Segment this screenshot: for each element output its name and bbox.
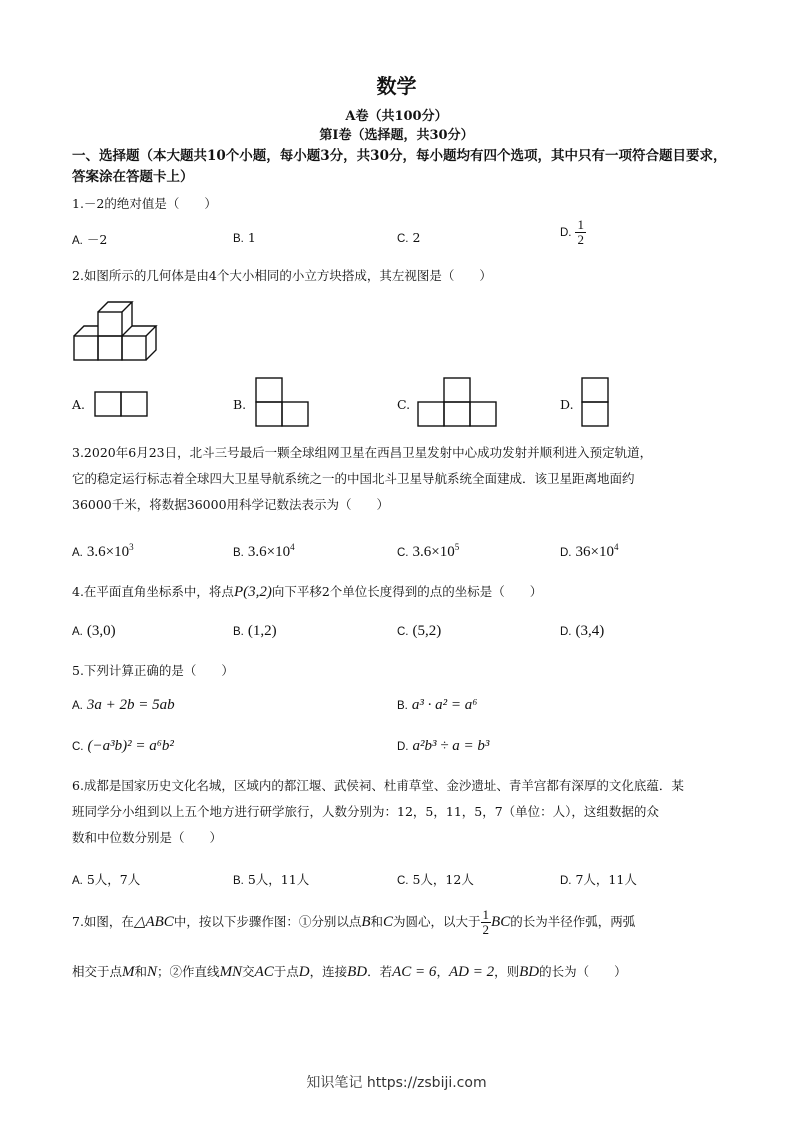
option-math: a²b³ ÷ a = b³ [412,738,490,754]
q1-option-d[interactable] [560,218,586,247]
question-3-stem [72,440,730,518]
option-label: A. [72,235,83,247]
section-heading: 一、选择题（本大题共10个小题，每小题3分，共30分，每小题均有四个选项，其中只有一项符合题目要求，答案涂在答题卡上） [72,148,727,185]
option-label: D. [560,626,572,638]
stem-line: 它的稳定运行标志着全球四大卫星导航系统之一的中国北斗卫星导航系统全面建成．该卫星距离地面约 [72,471,635,486]
cube-solid-figure [70,298,162,364]
paper-section-a: A卷（共100分） [345,109,448,124]
option-label: A. [72,875,83,887]
option-label: A. [72,547,83,559]
question-1-stem: 1.－2的绝对值是（ ） [72,196,217,211]
fraction: $\frac{1}{2}$ [577,217,584,247]
stem-line: 36000千米，将数据36000用科学记数法表示为（ ） [72,497,390,512]
q5-option-c[interactable] [72,738,174,755]
option-math: $3.6\times 10^5$ [412,542,460,560]
q2-option-b-view [254,376,310,428]
option-math: (3,4) [575,623,605,639]
option-text: 5人，7人 [86,872,141,887]
option-math: 3a + 2b = 5ab [86,697,175,713]
option-label: C. [397,626,409,638]
option-math: (−a³b)² = a⁶b² [87,738,174,754]
q4-option-d[interactable] [560,623,604,640]
q2-option-d-label[interactable]: D. [560,397,574,412]
q2-option-a-label[interactable]: A. [72,397,86,412]
option-math: a³ · a² = a⁶ [411,697,478,713]
q2-option-a-view [93,390,149,418]
stem-line: 6.成都是国家历史文化名城，区域内的都江堰、武侯祠、杜甫草堂、金沙遗址、青羊宫都有深厚的文化底蕴．某 [72,778,684,793]
option-label: B. [233,233,244,245]
option-label: B. [233,626,244,638]
option-label: B. [233,875,244,887]
q3-option-c[interactable] [397,542,459,561]
q4-option-b[interactable] [233,623,277,640]
option-math: (5,2) [412,623,442,639]
footer-watermark: 知识笔记 https://zsbiji.com [306,1075,487,1091]
stem-line: 3.2020年6月23日，北斗三号最后一颗全球组网卫星在西昌卫星发射中心成功发射并顺利进入预定轨道， [72,445,653,460]
stem-line: 数和中位数分别是（ ） [72,830,223,845]
question-6-stem [72,773,730,851]
option-text: 1 [247,230,256,245]
fraction: $\frac{1}{2}$ [482,907,490,937]
paper-part-one: 第Ⅰ卷（选择题，共30分） [319,128,474,143]
q6-option-d[interactable] [560,870,637,888]
q3-option-a[interactable] [72,542,134,561]
question-5-stem: 5.下列计算正确的是（ ） [72,663,234,678]
q5-option-d[interactable] [397,738,489,755]
q1-option-b[interactable] [233,230,256,245]
option-math: $36\times 10^4$ [575,542,619,560]
option-label: A. [72,626,83,638]
option-text: 7人，11人 [575,872,637,887]
option-math: (1,2) [247,623,277,639]
option-text: 5人，12人 [412,872,474,887]
q6-option-b[interactable] [233,870,309,888]
option-label: B. [397,700,408,712]
option-label: D. [560,875,572,887]
q1-option-a[interactable] [72,230,107,248]
question-2-stem: 2.如图所示的几何体是由4个大小相同的小立方块搭成，其左视图是（ ） [72,268,492,283]
option-label: C. [397,547,409,559]
q4-option-a[interactable] [72,623,116,640]
q5-option-b[interactable] [397,697,477,714]
q3-option-d[interactable] [560,542,618,561]
option-text: 2 [412,230,421,245]
option-label: C. [397,875,409,887]
question-7-line-1: 7.如图，在△ABC中，按以下步骤作图：①分别以点B和C为圆心，以大于 $\frac{1}{2}$ BC的长为半径作弧，两弧 [72,907,636,937]
question-4-stem: 4.在平面直角坐标系中，将点P(3,2)向下平移2个单位长度得到的点的坐标是（ ） [72,584,543,600]
option-label: D. [560,547,572,559]
option-label: D. [397,741,409,753]
option-math: $3.6\times 10^4$ [247,542,295,560]
q2-option-b-label[interactable]: B. [233,397,247,412]
option-label: C. [72,741,84,753]
option-math: $3.6\times 10^3$ [86,542,134,560]
option-math: (3,0) [86,623,116,639]
point-p: P(3,2) [233,584,272,600]
q6-option-a[interactable] [72,870,140,888]
option-text: －2 [86,232,108,247]
q5-option-a[interactable] [72,697,175,714]
question-7-line-2: 相交于点M和N；②作直线MN交AC于点D，连接BD．若AC = 6，AD = 2，则BD的长为（ ） [72,964,627,980]
q2-option-d-view [580,376,610,428]
option-text: 5人，11人 [247,872,310,887]
option-label: C. [397,233,409,245]
option-label: B. [233,547,244,559]
q2-option-c-view [416,376,498,428]
page-title: 数学 [376,74,417,98]
option-label: A. [72,700,83,712]
q3-option-b[interactable] [233,542,295,561]
q2-option-c-label[interactable]: C. [397,397,411,412]
triangle-abc: △ABC [133,914,174,930]
q4-option-c[interactable] [397,623,441,640]
q6-option-c[interactable] [397,870,474,888]
option-label: D. [560,227,572,239]
q1-option-c[interactable] [397,230,420,245]
stem-line: 班同学分小组到以上五个地方进行研学旅行，人数分别为：12，5，11，5，7（单位：人），这组数据的众 [72,804,659,819]
